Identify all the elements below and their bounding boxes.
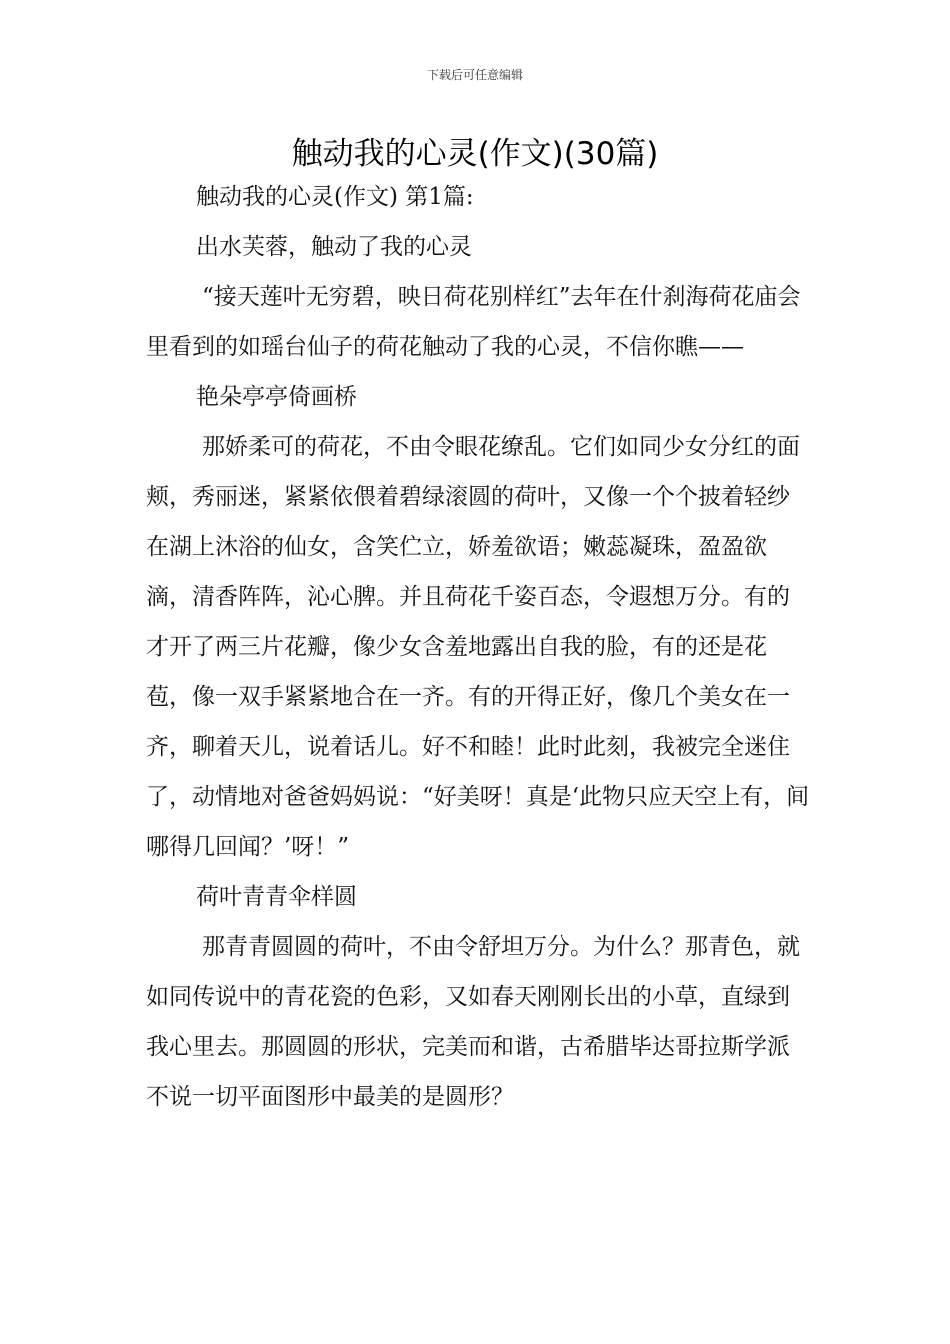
paragraph: 那娇柔可的荷花，不由令眼花缭乱。它们如同少女分红的面颊，秀丽迷，紧紧依偎着碧绿滚圆的荷叶，又像一个个披着轻纱在湖上沐浴的仙女，含笑伫立，娇羞欲语；嫩蕊凝珠，盈盈欲滴，清香阵阵，沁心脾。并且荷花千姿百态，令遐想万分。有的才开了两三片花瓣，像少女含羞地露出自我的脸，有的还是花苞，像一双手紧紧地合在一齐。有的开得正好，像几个美女在一齐，聊着天儿，说着话儿。好不和睦！此时此刻，我被完全迷住了，动情地对爸爸妈妈说：“好美呀！真是‘此物只应天空上有，间哪得几回闻？’呀！” bbox=[146, 434, 810, 860]
paragraph: 那青青圆圆的荷叶，不由令舒坦万分。为什么？那青色，就如同传说中的青花瓷的色彩，又如春天刚刚长出的小草，直绿到我心里去。那圆圆的形状，完美而和谐，古希腊毕达哥拉斯学派不说一切平面图形中最美的是圆形？ bbox=[146, 934, 800, 1110]
header-note: 下载后可任意编辑 bbox=[426, 68, 523, 82]
subheading: 荷叶青青伞样圆 bbox=[196, 884, 357, 910]
section-heading: 触动我的心灵(作文) 第1篇: bbox=[196, 184, 474, 210]
essay-title: 出水芙蓉，触动了我的心灵 bbox=[196, 234, 472, 260]
document-title: 触动我的心灵(作文)(30篇) bbox=[291, 136, 659, 172]
paragraph: “接天莲叶无穷碧，映日荷花别样红”去年在什刹海荷花庙会里看到的如瑶台仙子的荷花触动了我的心灵，不信你瞧—— bbox=[146, 284, 801, 360]
subheading: 艳朵亭亭倚画桥 bbox=[196, 384, 357, 410]
document-body bbox=[146, 172, 810, 1122]
